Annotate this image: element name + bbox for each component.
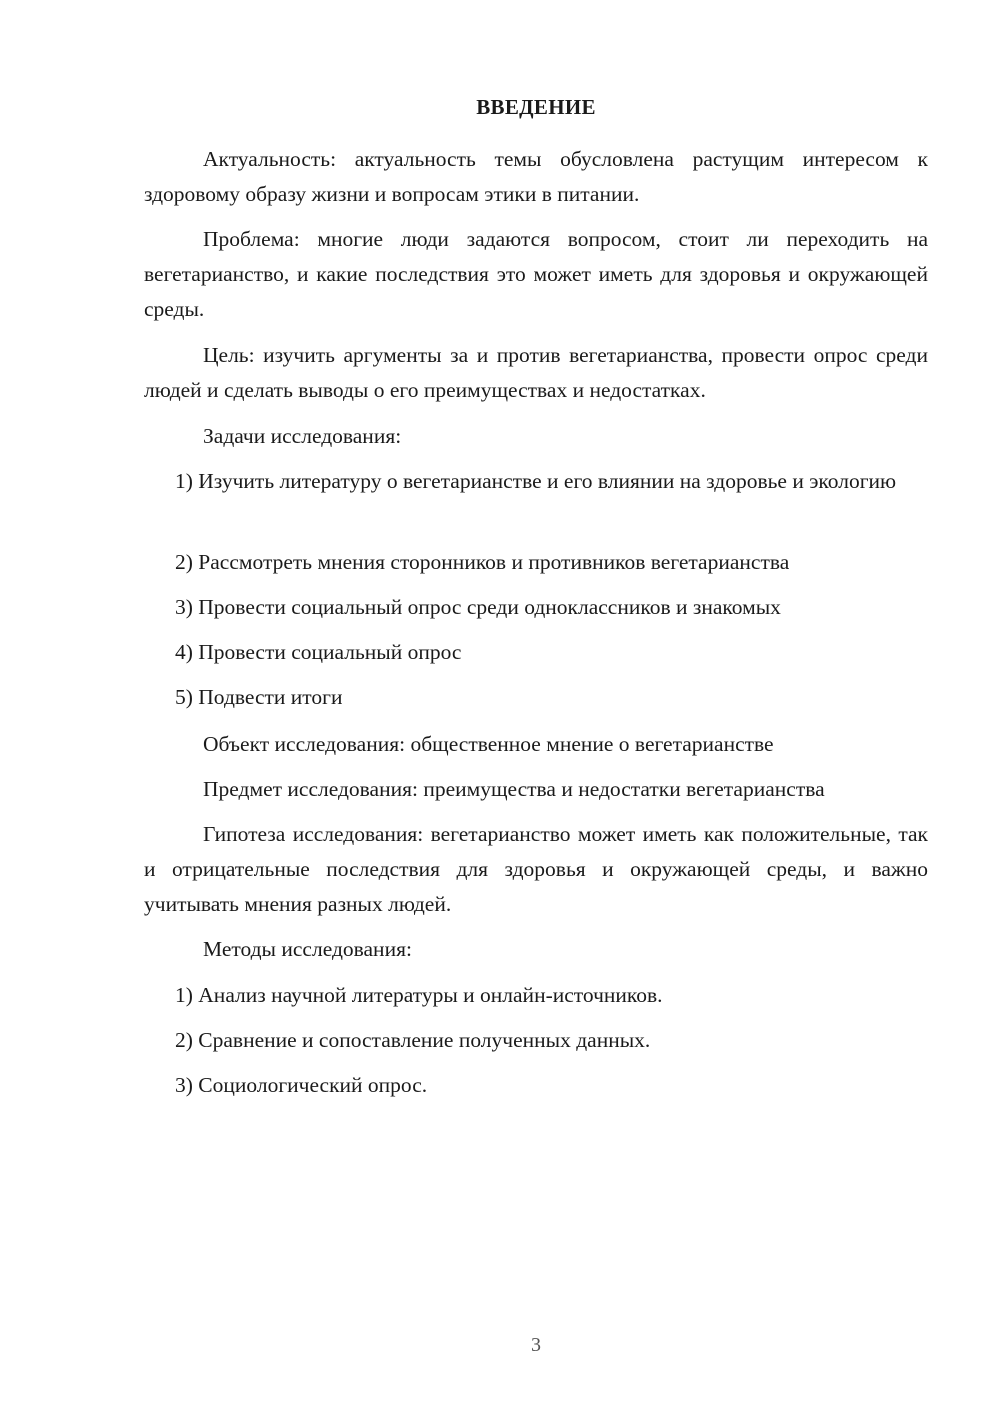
method-item: 3) Социологический опрос. bbox=[175, 1073, 428, 1097]
task-item: 1) Изучить литературу о вегетарианстве и его влиянии на здоровье и экологию bbox=[175, 469, 897, 493]
page-title: ВВЕДЕНИЕ bbox=[476, 95, 596, 119]
problem-paragraph: Проблема: многие люди задаются вопросом, стоит ли переходить на вегетарианство, и какие последствия это может иметь для здоровья и окружающей среды. bbox=[144, 227, 928, 321]
page-number: 3 bbox=[531, 1334, 541, 1356]
method-item: 2) Сравнение и сопоставление полученных данных. bbox=[175, 1028, 651, 1052]
object-paragraph: Объект исследования: общественное мнение о вегетарианстве bbox=[203, 732, 774, 756]
methods-heading: Методы исследования: bbox=[203, 937, 412, 961]
goal-paragraph: Цель: изучить аргументы за и против вегетарианства, провести опрос среди людей и сделать выводы о его преимуществах и недостатках. bbox=[144, 343, 928, 402]
task-item: 2) Рассмотреть мнения сторонников и противников вегетарианства bbox=[175, 550, 790, 574]
task-item: 3) Провести социальный опрос среди одноклассников и знакомых bbox=[175, 595, 781, 619]
method-item: 1) Анализ научной литературы и онлайн-источников. bbox=[175, 983, 663, 1007]
hypothesis-paragraph: Гипотеза исследования: вегетарианство может иметь как положительные, так и отрицательные последствия для здоровья и окружающей среды, и важно учитывать мнения разных людей. bbox=[144, 822, 928, 916]
subject-paragraph: Предмет исследования: преимущества и недостатки вегетарианства bbox=[203, 777, 825, 801]
task-item: 4) Провести социальный опрос bbox=[175, 640, 462, 664]
tasks-heading: Задачи исследования: bbox=[203, 424, 402, 448]
task-item: 5) Подвести итоги bbox=[175, 685, 343, 709]
relevance-paragraph: Актуальность: актуальность темы обусловлена растущим интересом к здоровому образу жизни и вопросам этики в питании. bbox=[144, 147, 928, 206]
